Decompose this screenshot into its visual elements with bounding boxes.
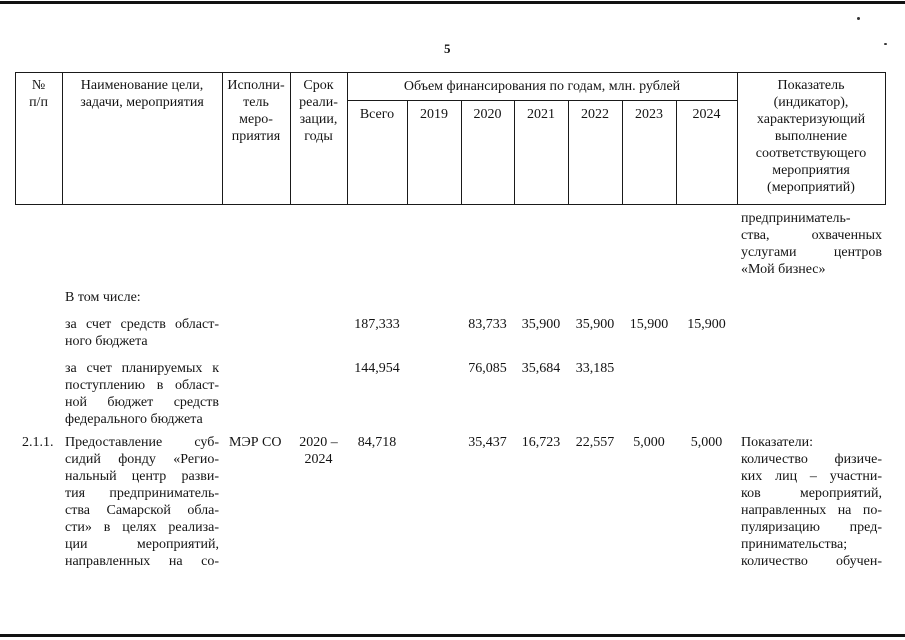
value-2022: 35,900 bbox=[575, 317, 615, 332]
header-line: характеризующий bbox=[756, 112, 866, 127]
header-line: Показатель bbox=[777, 78, 845, 93]
header-funding-column: Объем финансирования по годам, млн. рублей bbox=[403, 79, 681, 94]
text-line: поступлению в област- bbox=[65, 378, 219, 393]
value-2024 bbox=[676, 360, 737, 377]
table-border bbox=[15, 72, 886, 73]
header-line: тель bbox=[243, 95, 269, 110]
text-line: принимательства; bbox=[741, 537, 848, 552]
value-2019 bbox=[407, 316, 461, 333]
value-2024: 5,000 bbox=[690, 435, 723, 450]
text-line: федерального бюджета bbox=[65, 412, 203, 427]
header-line: меро- bbox=[239, 112, 273, 127]
value-2020: 83,733 bbox=[468, 317, 507, 332]
item-executor: МЭР СО bbox=[229, 435, 282, 450]
text-line: за счет средств област- bbox=[65, 317, 219, 332]
value-2024: 15,900 bbox=[687, 317, 726, 332]
item-term bbox=[290, 434, 347, 468]
value-2022: 33,185 bbox=[575, 361, 615, 376]
header-line: выполнение bbox=[774, 129, 848, 144]
header-indicator-column bbox=[737, 77, 885, 196]
text-line: ного бюджета bbox=[65, 334, 148, 349]
text-line: за счет планируемых к bbox=[65, 361, 219, 376]
text-line: тия предприниматель- bbox=[65, 486, 219, 501]
header-number-column bbox=[15, 77, 62, 111]
header-line: зации, bbox=[299, 112, 338, 127]
text-line: направленных на со- bbox=[65, 554, 219, 569]
header-line: реали- bbox=[299, 95, 338, 110]
value-total: 144,954 bbox=[354, 361, 400, 376]
header-executor-column bbox=[222, 77, 290, 145]
header-line: Исполни- bbox=[227, 78, 285, 93]
header-line: задачи, мероприятия bbox=[80, 95, 204, 110]
table-border bbox=[347, 100, 737, 101]
header-line: соответствующего bbox=[755, 146, 867, 161]
header-line: годы bbox=[304, 129, 333, 144]
bottom-scan-rule bbox=[0, 634, 905, 637]
header-term-column bbox=[290, 77, 347, 145]
value-2021: 35,900 bbox=[521, 317, 561, 332]
text-line: Показатели: bbox=[741, 435, 813, 450]
header-line: (индикатор), bbox=[773, 95, 849, 110]
header-line: № bbox=[31, 78, 46, 93]
text-line: 2024 bbox=[304, 452, 333, 467]
continued-indicator bbox=[741, 210, 882, 278]
text-line: «Мой бизнес» bbox=[741, 262, 826, 277]
table-border bbox=[885, 72, 886, 205]
value-2022: 22,557 bbox=[575, 435, 615, 450]
text-line: 2020 – bbox=[299, 435, 338, 450]
federal-budget-name bbox=[65, 360, 219, 428]
value-total: 187,333 bbox=[354, 317, 400, 332]
regional-budget-name bbox=[65, 316, 219, 350]
including-label: В том числе: bbox=[65, 290, 141, 305]
text-line: услугами центров bbox=[741, 245, 882, 260]
text-line: пуляризацию пред- bbox=[741, 520, 882, 535]
value-2020: 35,437 bbox=[468, 435, 507, 450]
text-line: количество физиче- bbox=[741, 452, 882, 467]
value-2021: 16,723 bbox=[521, 435, 561, 450]
text-line: ной бюджет средств bbox=[65, 395, 219, 410]
header-year-total: Всего bbox=[359, 107, 395, 122]
table-border bbox=[15, 204, 886, 205]
scan-speck bbox=[857, 17, 860, 20]
top-scan-rule bbox=[0, 1, 905, 4]
header-year-2020: 2020 bbox=[473, 107, 502, 122]
header-line: п/п bbox=[29, 95, 48, 110]
value-2023 bbox=[622, 360, 676, 377]
header-year-2024: 2024 bbox=[692, 107, 721, 122]
header-line: приятия bbox=[231, 129, 281, 144]
value-2023: 15,900 bbox=[629, 317, 669, 332]
text-line: ства Самарской обла- bbox=[65, 503, 219, 518]
text-line: направленных на по- bbox=[741, 503, 882, 518]
text-line: сти» в целях реализа- bbox=[65, 520, 219, 535]
value-2020: 76,085 bbox=[468, 361, 507, 376]
text-line: ких лиц – участни- bbox=[741, 469, 882, 484]
value-2021: 35,684 bbox=[521, 361, 561, 376]
text-line: количество обучен- bbox=[741, 554, 882, 569]
header-line: мероприятия bbox=[772, 163, 850, 178]
text-line: сидий фонду «Регио- bbox=[65, 452, 219, 467]
value-total: 84,718 bbox=[357, 435, 397, 450]
header-line: (мероприятий) bbox=[767, 180, 855, 195]
header-year-2023: 2023 bbox=[635, 107, 663, 122]
text-line: нальный центр разви- bbox=[65, 469, 219, 484]
page-number: 5 bbox=[444, 41, 451, 56]
item-number: 2.1.1. bbox=[22, 435, 54, 450]
scan-speck bbox=[884, 43, 887, 45]
text-line: предприниматель- bbox=[741, 211, 851, 226]
header-year-2022: 2022 bbox=[581, 107, 609, 122]
item-name bbox=[65, 434, 219, 570]
header-line: Срок bbox=[303, 78, 334, 93]
header-year-2021: 2021 bbox=[527, 107, 555, 122]
value-2019 bbox=[407, 434, 461, 451]
item-indicator bbox=[741, 434, 882, 570]
header-year-2019: 2019 bbox=[420, 107, 448, 122]
header-line: Наименование цели, bbox=[80, 78, 204, 93]
text-line: ства, охваченных bbox=[741, 228, 882, 243]
text-line: ков мероприятий, bbox=[741, 486, 882, 501]
value-2023: 5,000 bbox=[633, 435, 665, 450]
text-line: ции мероприятий, bbox=[65, 537, 219, 552]
text-line: Предоставление суб- bbox=[65, 435, 219, 450]
header-name-column bbox=[62, 77, 222, 111]
value-2019 bbox=[407, 360, 461, 377]
